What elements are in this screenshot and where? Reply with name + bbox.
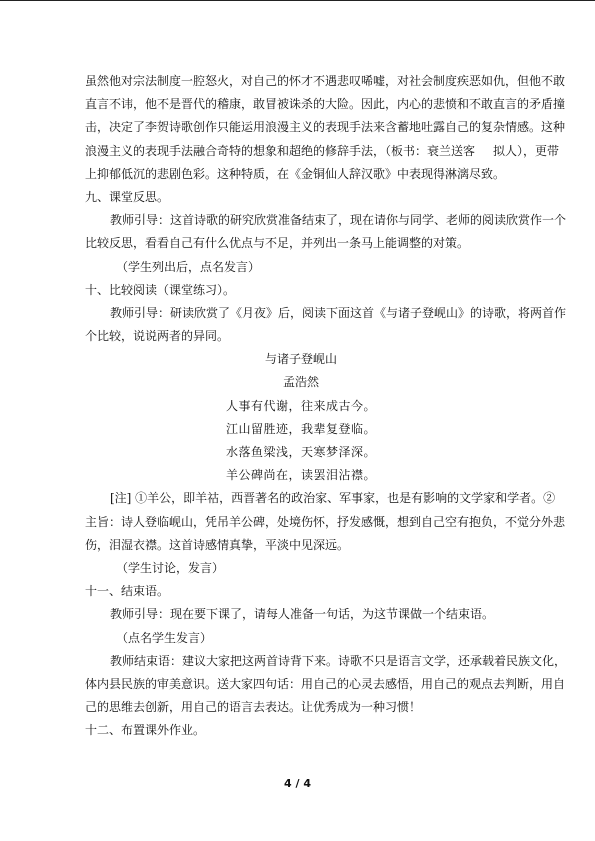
stage-note: （学生讨论，发言） xyxy=(116,560,225,575)
paragraph-line: 己的思维去创新，用自己的语言去表达。让优秀成为一种习惯！ xyxy=(85,700,422,715)
paragraph-line: 教师结束语：建议大家把这两首诗背下来。诗歌不只是语言文学，还承载着民族文化， xyxy=(110,653,567,668)
section-heading-10: 十、比较阅读（课堂练习）。 xyxy=(85,282,236,297)
annotation-line: [注] ①羊公，即羊祜，西晋著名的政治家、军事家，也是有影响的文学家和学者。② xyxy=(110,491,556,506)
paragraph-line: 上抑郁低沉的悲剧色彩。这种特质，在《金铜仙人辞汉歌》中表现得淋漓尽致。 xyxy=(85,166,506,181)
poem-title: 与诸子登岘山 xyxy=(264,352,337,367)
section-heading-12: 十二、布置课外作业。 xyxy=(85,723,206,738)
poem-line: 人事有代谢，往来成古今。 xyxy=(225,398,376,413)
annotation-line: 伤，泪湿衣襟。这首诗感情真挚，平淡中见深远。 xyxy=(85,537,350,552)
paragraph-line xyxy=(85,140,560,163)
annotation-line: 主旨：诗人登临岘山，凭吊羊公碑，处境伤怀，抒发感慨，想到自己空有抱负，不觉分外悲 xyxy=(85,514,566,529)
paragraph-line: 个比较，说说两者的异同。 xyxy=(85,329,230,344)
page-number: 4 / 4 xyxy=(284,777,311,790)
poem-line: 江山留胜迹，我辈复登临。 xyxy=(225,421,376,436)
section-heading-9: 九、课堂反思。 xyxy=(85,189,170,204)
paragraph-line: 教师引导：研读欣赏了《月夜》后，阅读下面这首《与诸子登岘山》的诗歌，将两首作 xyxy=(110,305,567,320)
paragraph-line: 体内县民族的审美意识。送大家四句话：用自己的心灵去感悟，用自己的观点去判断，用自 xyxy=(85,676,566,691)
poem-line: 羊公碑尚在，读罢泪沾襟。 xyxy=(225,468,376,483)
paragraph-line: 直言不讳，他不是晋代的稽康，敢冒被诛杀的大险。因此，内心的悲愤和不敢直言的矛盾撞 xyxy=(85,97,566,112)
paragraph-line: 虽然他对宗法制度一腔怒火，对自己的怀才不遇悲叹唏嘘，对社会制度疾恶如仇，但他不敢 xyxy=(85,74,566,88)
header-rule xyxy=(0,0,595,1)
paragraph-line: 教师引导：现在要下课了，请每人准备一句话，为这节课做一个结束语。 xyxy=(110,607,495,622)
stage-note: （学生列出后，点名发言） xyxy=(116,259,261,274)
paragraph-fragment: 浪漫主义的表现手法融合奇特的想象和超绝的修辞手法，（板书：衰兰送客 xyxy=(85,143,476,158)
paragraph-line: 教师引导：这首诗歌的研究欣赏准备结束了，现在请你与同学、老师的阅读欣赏作一个 xyxy=(110,213,567,228)
stage-note: （点名学生发言） xyxy=(116,630,213,645)
document-body xyxy=(85,70,567,742)
poem-line: 水落鱼梁浅，天寒梦泽深。 xyxy=(225,445,376,459)
paragraph-line: 击，决定了李贺诗歌创作只能运用浪漫主义的表现手法来含蓄地吐露自己的复杂情感。这种 xyxy=(85,120,566,135)
paragraph-fragment: 拟人），更带 xyxy=(493,143,560,158)
poem-author: 孟浩然 xyxy=(282,375,319,390)
section-heading-11: 十一、结束语。 xyxy=(85,584,170,599)
paragraph-line: 比较反思，看看自己有什么优点与不足，并列出一条马上能调整的对策。 xyxy=(85,236,470,251)
